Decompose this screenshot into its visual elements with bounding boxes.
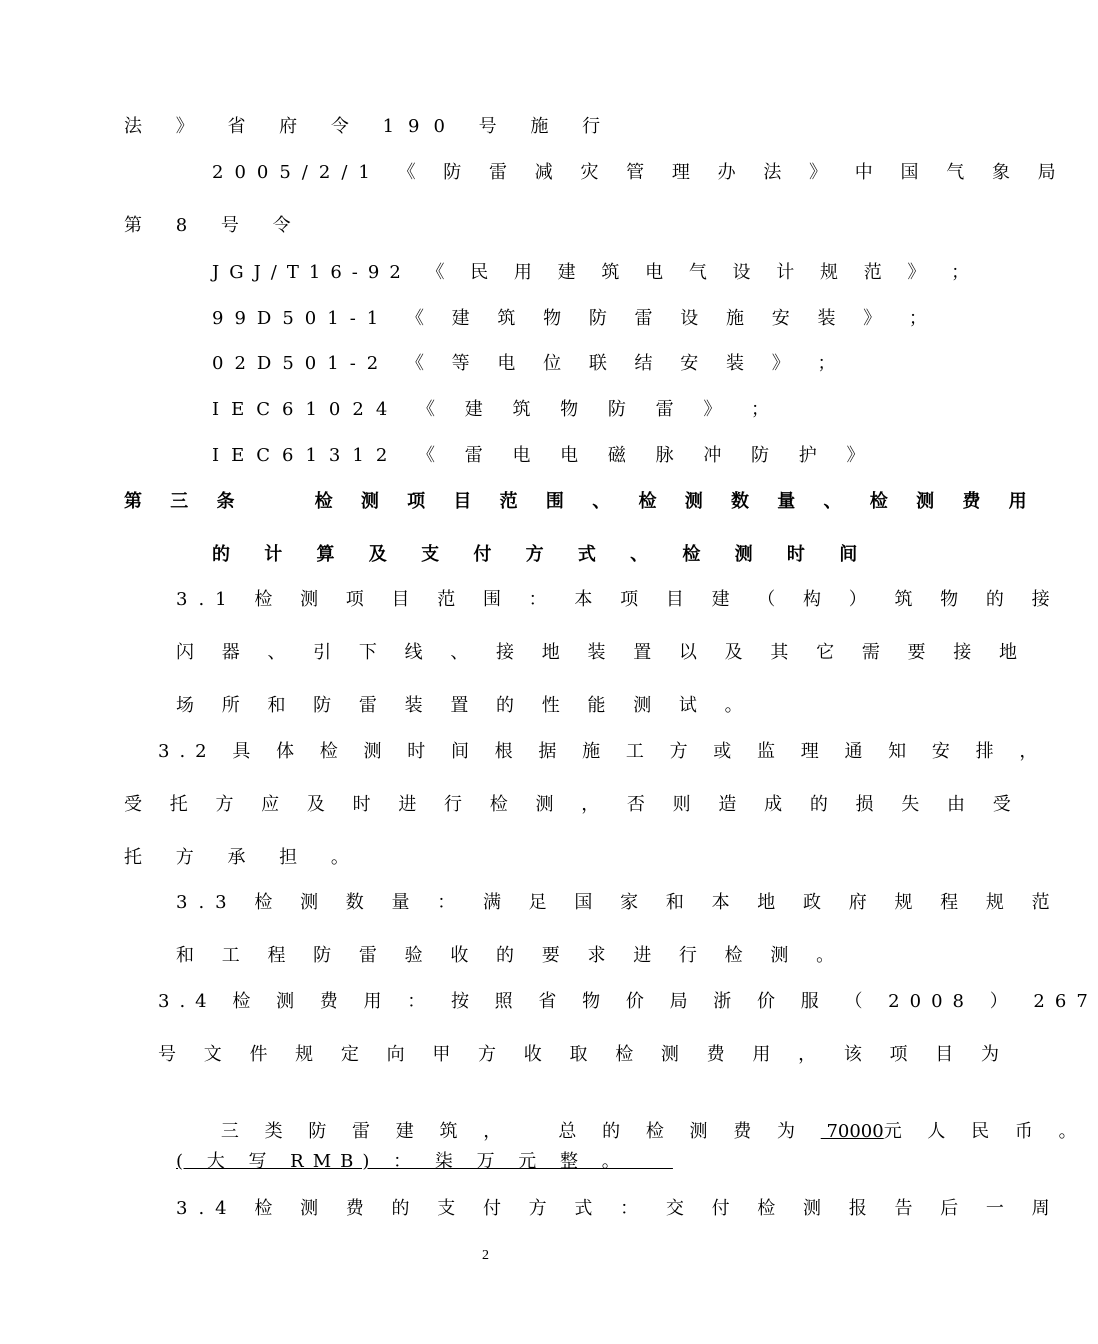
fee-amount: 70000 — [820, 1121, 884, 1142]
paragraph-line: 托 方 承 担 。 — [124, 847, 363, 868]
text-segment: 元 人 民 币 。 — [883, 1121, 1087, 1142]
paragraph-line: 3.1 检 测 项 目 范 围 ： 本 项 目 建 （ 构 ） 筑 物 的 接 — [176, 589, 1061, 610]
text-line: IEC61312 《 雷 电 电 磁 脉 冲 防 护 》 — [212, 445, 877, 466]
text-line: JGJ/T16-92 《 民 用 建 筑 电 气 设 计 规 范 》 ； — [212, 262, 980, 283]
paragraph-line: 号 文 件 规 定 向 甲 方 收 取 检 测 费 用 ， 该 项 目 为 — [158, 1044, 1010, 1065]
article-heading-cont: 的 计 算 及 支 付 方 式 、 检 测 时 间 — [212, 544, 872, 565]
paragraph-line: 和 工 程 防 雷 验 收 的 要 求 进 行 检 测 。 — [176, 945, 846, 966]
text-line: 第 8 号 令 — [124, 215, 305, 236]
paragraph-line: 3.2 具 体 检 测 时 间 根 据 施 工 方 或 监 理 通 知 安 排 ， — [158, 741, 1048, 762]
text-line: 法 》 省 府 令 190 号 施 行 — [124, 116, 615, 137]
text-line: 2005/2/1 《 防 雷 减 灾 管 理 办 法 》 中 国 气 象 局 — [212, 162, 1067, 183]
article-heading: 第 三 条 检 测 项 目 范 围 、 检 测 数 量 、 检 测 费 用 — [124, 491, 1038, 512]
text-line: 02D501-2 《 等 电 位 联 结 安 装 》 ； — [212, 353, 847, 374]
paragraph-line: 3.4 检 测 费 用 ： 按 照 省 物 价 局 浙 价 服 （ 2008 ） 267 — [158, 991, 1098, 1012]
text-line: 99D501-1 《 建 筑 物 防 雷 设 施 安 装 》 ； — [212, 308, 938, 329]
paragraph-line: 3.3 检 测 数 量 ： 满 足 国 家 和 本 地 政 府 规 程 规 范 — [176, 892, 1061, 913]
paragraph-line: 闪 器 、 引 下 线 、 接 地 装 置 以 及 其 它 需 要 接 地 — [176, 642, 1028, 663]
page-number: 2 — [482, 1248, 489, 1263]
paragraph-line: 3.4 检 测 费 的 支 付 方 式 ： 交 付 检 测 报 告 后 一 周 — [176, 1198, 1061, 1219]
amount-in-words: ( 大 写 RMB) ： 柒 万 元 整 。 — [176, 1151, 673, 1172]
paragraph-line: 场 所 和 防 雷 装 置 的 性 能 测 试 。 — [176, 695, 754, 716]
text-line: IEC61024 《 建 筑 物 防 雷 》 ； — [212, 399, 782, 420]
paragraph-line: 受 托 方 应 及 时 进 行 检 测 ， 否 则 造 成 的 损 失 由 受 — [124, 794, 1022, 815]
text-segment: 三 类 防 雷 建 筑 ， 总 的 检 测 费 为 — [220, 1121, 821, 1142]
